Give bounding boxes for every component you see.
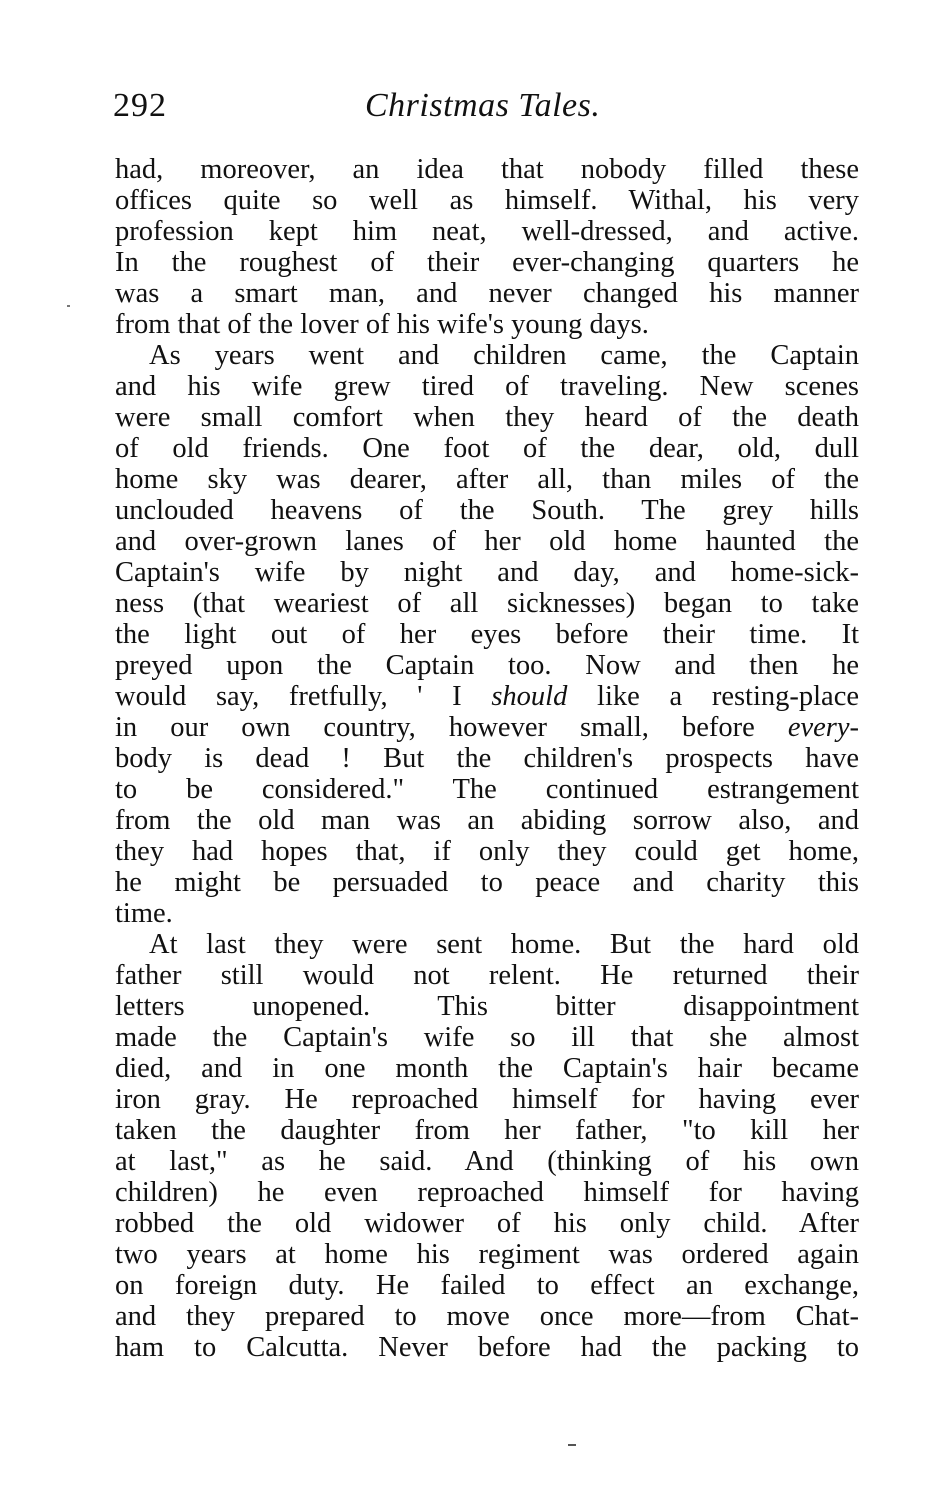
text-line: was a smart man, and never changed his manner [115,278,859,309]
text-line: offices quite so well as himself. Withal, his very [115,185,859,216]
text-line: profession kept him neat, well-dressed, and active. [115,216,859,247]
page-header [113,86,861,136]
text-line: died, and in one month the Captain's hair became [115,1053,859,1084]
text-line: and his wife grew tired of traveling. New scenes [115,371,859,402]
text-line: two years at home his regiment was ordered again [115,1239,859,1270]
text-line: had, moreover, an idea that nobody filled these [115,154,859,185]
text-line: made the Captain's wife so ill that she almost [115,1022,859,1053]
text-line: iron gray. He reproached himself for having ever [115,1084,859,1115]
text-line: time. [115,898,173,929]
text-line: from the old man was an abiding sorrow also, and [115,805,859,836]
text-line: were small comfort when they heard of the death [115,402,859,433]
text-line: would say, fretfully, ' I should like a resting-place [115,681,859,712]
text-line: ness (that weariest of all sicknesses) began to take [115,588,859,619]
text-line: they had hopes that, if only they could get home, [115,836,859,867]
paragraph [115,154,859,340]
text-line: at last," as he said. And (thinking of his own [115,1146,859,1177]
text-line: Captain's wife by night and day, and home-sick- [115,557,859,588]
text-line: on foreign duty. He failed to effect an exchange, [115,1270,859,1301]
paragraph [115,929,859,1363]
text-line: As years went and children came, the Captain [149,340,859,371]
text-line: to be considered." The continued estrangement [115,774,859,805]
text-line: he might be persuaded to peace and charity this [115,867,859,898]
text-line: father still would not relent. He returned their [115,960,859,991]
text-line: body is dead ! But the children's prospects have [115,743,859,774]
text-line: letters unopened. This bitter disappointment [115,991,859,1022]
paragraph [115,340,859,929]
text-line: unclouded heavens of the South. The grey hills [115,495,859,526]
body-text [115,154,859,1363]
text-line: in our own country, however small, before every- [115,712,859,743]
text-line: the light out of her eyes before their time. It [115,619,859,650]
text-line: ham to Calcutta. Never before had the packing to [115,1332,859,1363]
text-line: and over-grown lanes of her old home haunted the [115,526,859,557]
running-title: Christmas Tales. [365,87,601,124]
text-line: children) he even reproached himself for having [115,1177,859,1208]
text-line: home sky was dearer, after all, than miles of the [115,464,859,495]
margin-speck [67,305,70,307]
text-line: of old friends. One foot of the dear, old, dull [115,433,859,464]
text-line: In the roughest of their ever-changing quarters he [115,247,859,278]
page-number: 292 [113,87,167,124]
text-line: robbed the old widower of his only child. After [115,1208,859,1239]
text-line: preyed upon the Captain too. Now and then he [115,650,859,681]
text-line: and they prepared to move once more—from Chat- [115,1301,859,1332]
stray-mark [568,1444,576,1446]
text-line: At last they were sent home. But the hard old [149,929,859,960]
text-line: from that of the lover of his wife's young days. [115,309,649,340]
text-line: taken the daughter from her father, "to kill her [115,1115,859,1146]
